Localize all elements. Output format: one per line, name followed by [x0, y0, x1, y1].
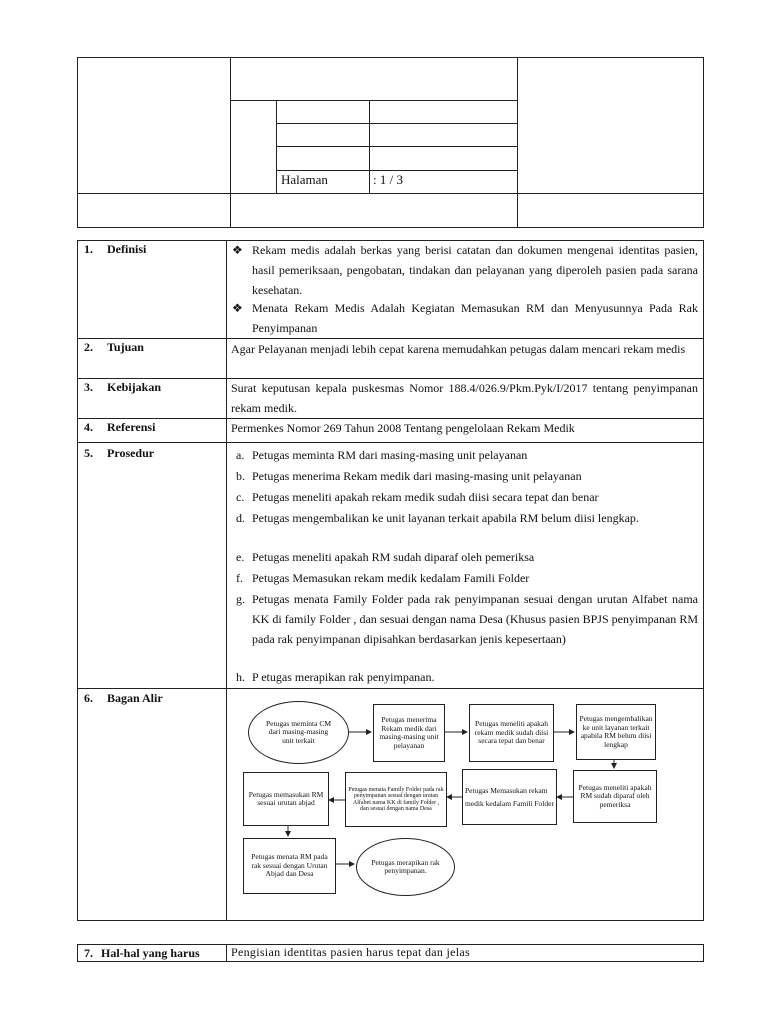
prosedur-marker: e.	[236, 550, 245, 564]
section-title-tujuan: Tujuan	[107, 340, 144, 354]
flow-node: Petugas memasukan RM sesuai urutan abjad	[243, 772, 329, 826]
halaman-label: Halaman	[281, 172, 328, 187]
halaman-value: : 1 / 3	[373, 172, 403, 187]
definisi-item: Rekam medis adalah berkas yang berisi catatan dan dokumen mengenai identitas pasien, hasil pemeriksaan, pengobatan, tindakan dan pelayanan yang diperoleh pasien pada sarana kesehatan.	[252, 243, 698, 297]
section-title-referensi: Referensi	[107, 420, 156, 434]
prosedur-item: Petugas menata Family Folder pada rak penyimpanan sesuai dengan urutan Alfabet nama KK di family Folder , dan sesuai dengan nama Desa (Khusus pasien BPJS penyimpanan RM pada rak penyimpanan dipisahkan berdasarkan jenis kepesertaan)	[252, 592, 698, 646]
flow-node: Petugas menerima Rekam medik dari masing-masing unit pelayanan	[373, 704, 445, 762]
diamond-bullet-icon: ❖	[232, 243, 243, 257]
flow-node-start: Petugas meminta CM dari masing-masing unit terkait	[248, 701, 349, 764]
section-number: 6.	[84, 691, 93, 705]
prosedur-marker: d.	[236, 511, 245, 525]
section-title-prosedur: Prosedur	[107, 446, 155, 460]
tujuan-text: Agar Pelayanan menjadi lebih cepat karena memudahkan petugas dalam mencari rekam medis	[231, 342, 686, 356]
referensi-text: Permenkes Nomor 269 Tahun 2008 Tentang pengelolaan Rekam Medik	[231, 421, 575, 435]
footer-divider	[226, 944, 227, 962]
footer-number: 7.	[84, 946, 93, 960]
flow-node-end: Petugas merapikan rak penyimpanan.	[356, 838, 455, 896]
prosedur-marker: a.	[236, 448, 245, 462]
section-number: 4.	[84, 420, 93, 434]
prosedur-item: Petugas menerima Rekam medik dari masing-masing unit pelayanan	[252, 469, 582, 483]
footer-text: Pengisian identitas pasien harus tepat dan jelas	[231, 945, 471, 959]
prosedur-marker: b.	[236, 469, 245, 483]
section-number: 2.	[84, 340, 93, 354]
section-number: 5.	[84, 446, 93, 460]
flow-node: Petugas Memasukan rekam medik kedalam Famili Folder	[462, 769, 557, 825]
prosedur-marker: h.	[236, 670, 245, 684]
kebijakan-text: Surat keputusan kepala puskesmas Nomor 188.4/026.9/Pkm.Pyk/I/2017 tentang penyimpanan rekam medik.	[231, 381, 698, 415]
prosedur-marker: c.	[236, 490, 245, 504]
diamond-bullet-icon: ❖	[232, 301, 243, 315]
prosedur-marker: g.	[236, 592, 245, 606]
flow-node: Petugas menata Family Folder pada rak penyimpanan sesuai dengan urutan Alfabet nama KK di family Folder , dan sesuai dengan nama Desa	[345, 772, 447, 827]
prosedur-item: Petugas mengembalikan ke unit layanan terkait apabila RM belum diisi lengkap.	[252, 511, 639, 525]
section-number: 3.	[84, 380, 93, 394]
prosedur-marker: f.	[236, 571, 243, 585]
section-title-bagan-alir: Bagan Alir	[107, 691, 163, 705]
flow-node: Petugas mengembalikan ke unit layanan terkait apabila RM belum diisi lengkap	[576, 704, 656, 760]
definisi-item: Menata Rekam Medis Adalah Kegiatan Memasukan RM dan Menyusunnya Pada Rak Penyimpanan	[252, 301, 698, 335]
prosedur-item: Petugas Memasukan rekam medik kedalam Famili Folder	[252, 571, 530, 585]
prosedur-item: Petugas meneliti apakah RM sudah diparaf oleh pemeriksa	[252, 550, 535, 564]
footer-title: Hal-hal yang harus	[101, 946, 200, 960]
flow-node: Petugas meneliti apakah RM sudah diparaf oleh pemeriksa	[573, 770, 657, 823]
flow-node: Petugas menata RM pada rak sesuai dengan Urutan Abjad dan Desa	[243, 838, 336, 894]
section-title-kebijakan: Kebijakan	[107, 380, 162, 394]
flow-node: Petugas meneliti apakah rekam medik sudah diisi secara tepat dan benar	[469, 704, 554, 762]
prosedur-item: Petugas meminta RM dari masing-masing unit pelayanan	[252, 448, 528, 462]
prosedur-item: Petugas meneliti apakah rekam medik sudah diisi secara tepat dan benar	[252, 490, 599, 504]
section-title-definisi: Definisi	[107, 242, 147, 256]
section-number: 1.	[84, 242, 93, 256]
prosedur-item: P etugas merapikan rak penyimpanan.	[252, 670, 435, 684]
